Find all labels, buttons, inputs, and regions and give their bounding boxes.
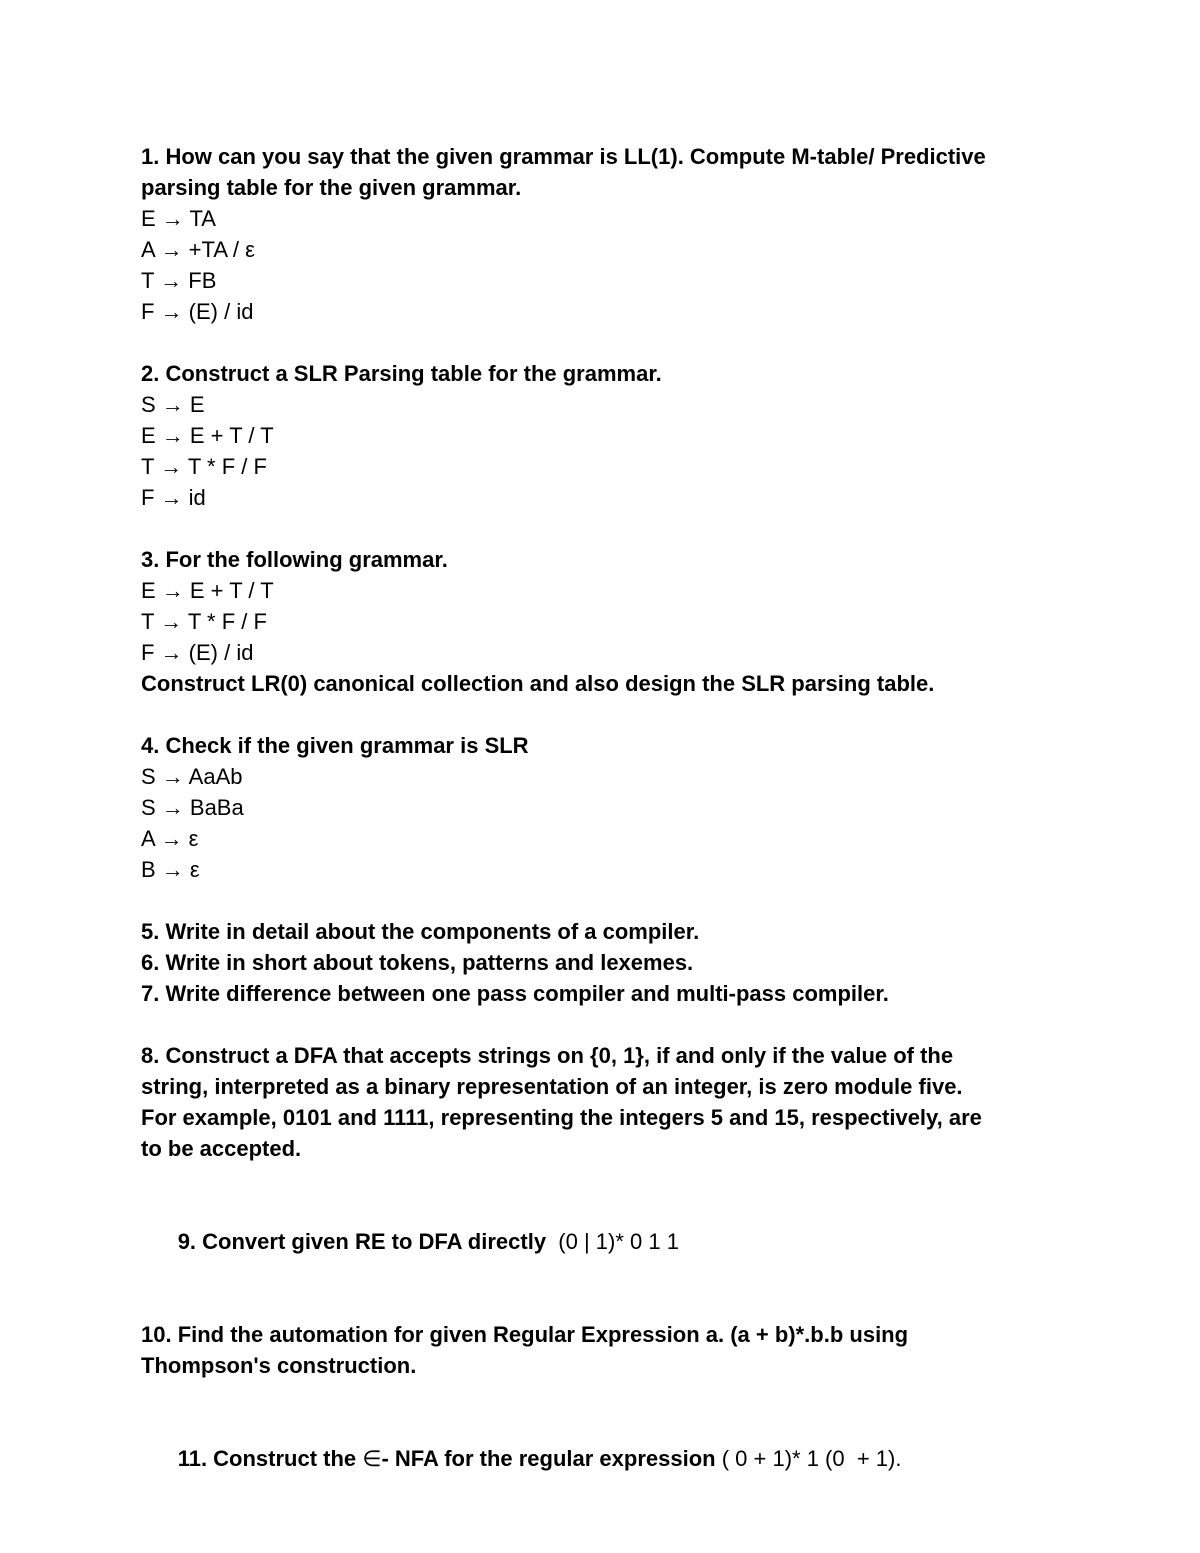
question-8-line-4: to be accepted. <box>141 1136 302 1161</box>
question-8-line-3: For example, 0101 and 1111, representing the integers 5 and 15, respectively, are <box>141 1105 982 1130</box>
grammar-rule: F → (E) / id <box>141 299 254 324</box>
question-list <box>141 141 1061 1505</box>
question-4 <box>141 730 1061 885</box>
question-1 <box>141 141 1061 327</box>
question-9-text: 9. Convert given RE to DFA directly <box>177 1229 553 1254</box>
grammar-rule: F → (E) / id <box>141 640 254 665</box>
grammar-rule: A → +TA / ε <box>141 237 255 262</box>
question-10-line-2: Thompson's construction. <box>141 1353 417 1378</box>
grammar-rule: S → BaBa <box>141 795 244 820</box>
element-of-symbol: ∈ <box>362 1446 382 1471</box>
question-9-expression: (0 | 1)* 0 1 1 <box>552 1229 679 1254</box>
grammar-rule: E → E + T / T <box>141 423 274 448</box>
grammar-rule: F → id <box>141 485 206 510</box>
question-11-text-before: 11. Construct the <box>177 1446 363 1471</box>
question-1-heading-line-2: parsing table for the given grammar. <box>141 175 522 200</box>
question-3 <box>141 544 1061 699</box>
question-1-heading-line-1: 1. How can you say that the given grammar is LL(1). Compute M-table/ Predictive <box>141 144 986 169</box>
grammar-rule: A → ε <box>141 826 199 851</box>
question-7: 7. Write difference between one pass compiler and multi-pass compiler. <box>141 981 889 1006</box>
question-9 <box>141 1195 1061 1288</box>
grammar-rule: S → AaAb <box>141 764 243 789</box>
question-11 <box>141 1412 1061 1505</box>
question-8 <box>141 1040 1061 1164</box>
question-11-text-after: - NFA for the regular expression <box>381 1446 722 1471</box>
questions-5-to-7 <box>141 916 1061 1009</box>
question-5: 5. Write in detail about the components of a compiler. <box>141 919 700 944</box>
grammar-rule: E → TA <box>141 206 216 231</box>
question-10 <box>141 1319 1061 1381</box>
question-2-heading: 2. Construct a SLR Parsing table for the grammar. <box>141 361 662 386</box>
question-3-heading: 3. For the following grammar. <box>141 547 448 572</box>
grammar-rule: T → T * F / F <box>141 454 267 479</box>
grammar-rule: S → E <box>141 392 205 417</box>
grammar-rule: T → FB <box>141 268 217 293</box>
question-4-heading: 4. Check if the given grammar is SLR <box>141 733 529 758</box>
grammar-rule: B → ε <box>141 857 200 882</box>
grammar-rule: E → E + T / T <box>141 578 274 603</box>
question-6: 6. Write in short about tokens, patterns and lexemes. <box>141 950 694 975</box>
question-2 <box>141 358 1061 513</box>
question-3-footer: Construct LR(0) canonical collection and also design the SLR parsing table. <box>141 671 935 696</box>
grammar-rule: T → T * F / F <box>141 609 267 634</box>
question-8-line-1: 8. Construct a DFA that accepts strings on {0, 1}, if and only if the value of the <box>141 1043 954 1068</box>
question-11-expression: ( 0 + 1)* 1 (0 + 1). <box>721 1446 902 1471</box>
question-10-line-1: 10. Find the automation for given Regular Expression a. (a + b)*.b.b using <box>141 1322 909 1347</box>
question-8-line-2: string, interpreted as a binary representation of an integer, is zero module five. <box>141 1074 963 1099</box>
